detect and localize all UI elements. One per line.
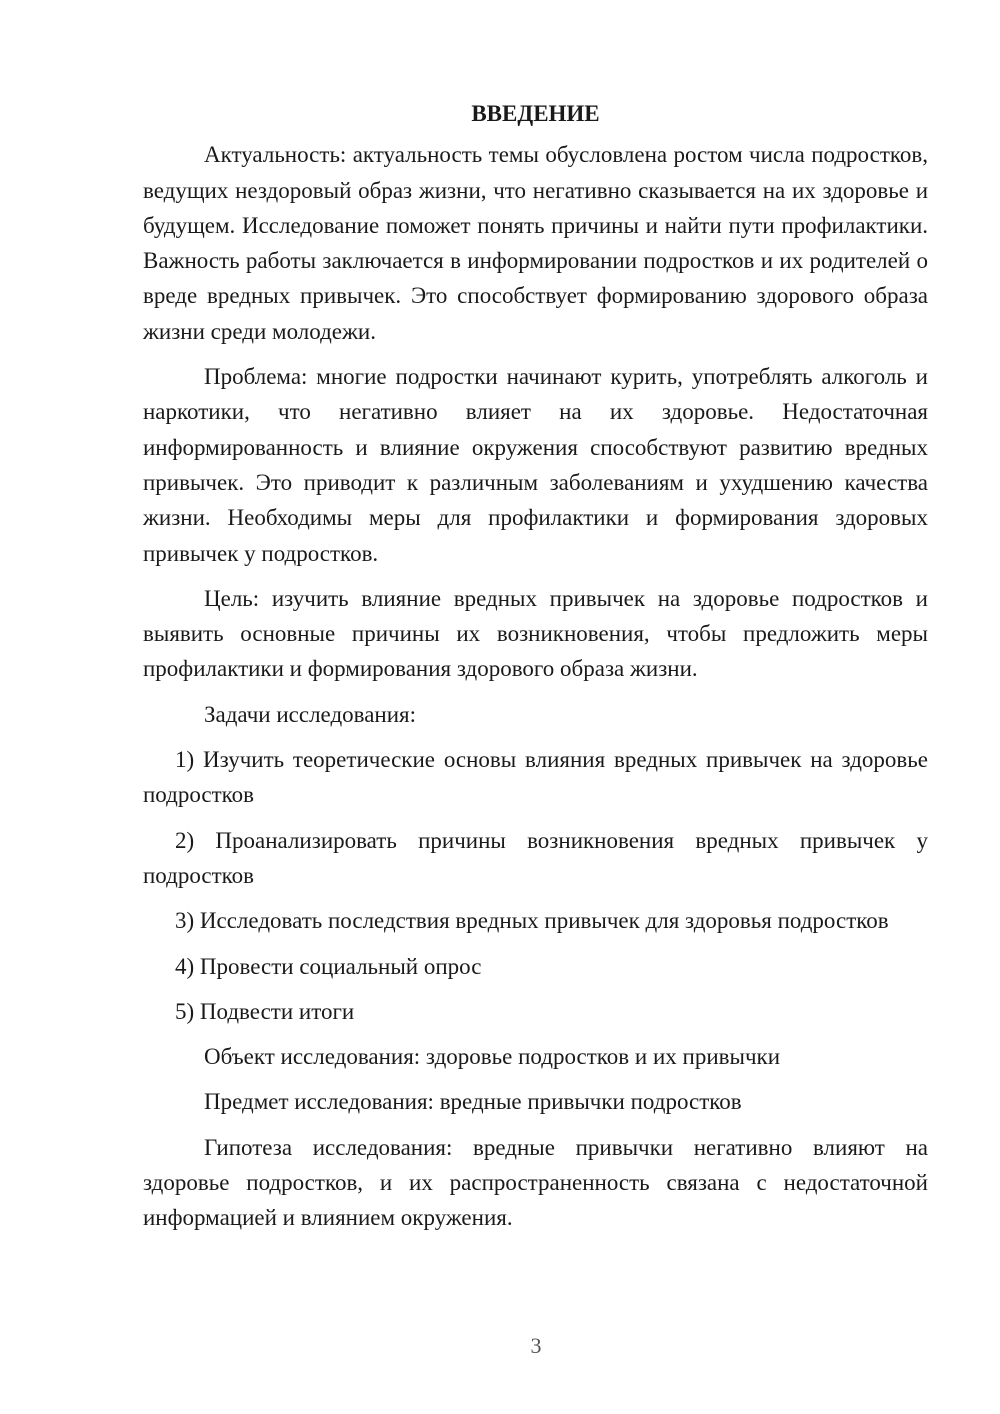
task-item-1: 1) Изучить теоретические основы влияния вредных привычек на здоровье подростков	[143, 747, 928, 808]
task-item-4: 4) Провести социальный опрос	[175, 953, 482, 979]
subject-paragraph: Предмет исследования: вредные привычки подростков	[204, 1089, 742, 1115]
object-paragraph: Объект исследования: здоровье подростков и их привычки	[204, 1044, 780, 1070]
tasks-heading: Задачи исследования:	[204, 701, 417, 727]
page-number: 3	[530, 1333, 542, 1358]
problem-paragraph: Проблема: многие подростки начинают курить, употреблять алкоголь и наркотики, что негативно влияет на их здоровье. Недостаточная информированность и влияние окружения способствуют развитию вредных привычек. Это приводит к различным заболеваниям и ухудшению качества жизни. Необходимы меры для профилактики и формирования здоровых привычек у подростков.	[143, 364, 928, 566]
document-page	[143, 96, 928, 1246]
goal-paragraph: Цель: изучить влияние вредных привычек на здоровье подростков и выявить основные причины их возникновения, чтобы предложить меры профилактики и формирования здорового образа жизни.	[143, 585, 928, 682]
task-item-2: 2) Проанализировать причины возникновения вредных привычек у подростков	[143, 827, 928, 888]
task-item-3: 3) Исследовать последствия вредных привычек для здоровья подростков	[175, 908, 889, 934]
relevance-paragraph: Актуальность: актуальность темы обусловлена ростом числа подростков, ведущих нездоровый образ жизни, что негативно сказывается на их здоровье и будущем. Исследование поможет понять причины и найти пути профилактики. Важность работы заключается в информировании подростков и их родителей о вреде вредных привычек. Это способствует формированию здорового образа жизни среди молодежи.	[143, 142, 928, 344]
hypothesis-paragraph: Гипотеза исследования: вредные привычки негативно влияют на здоровье подростков, и их распространенность связана с недостаточной информацией и влиянием окружения.	[143, 1134, 928, 1231]
task-item-5: 5) Подвести итоги	[175, 998, 355, 1024]
page-title: ВВЕДЕНИЕ	[471, 101, 600, 126]
